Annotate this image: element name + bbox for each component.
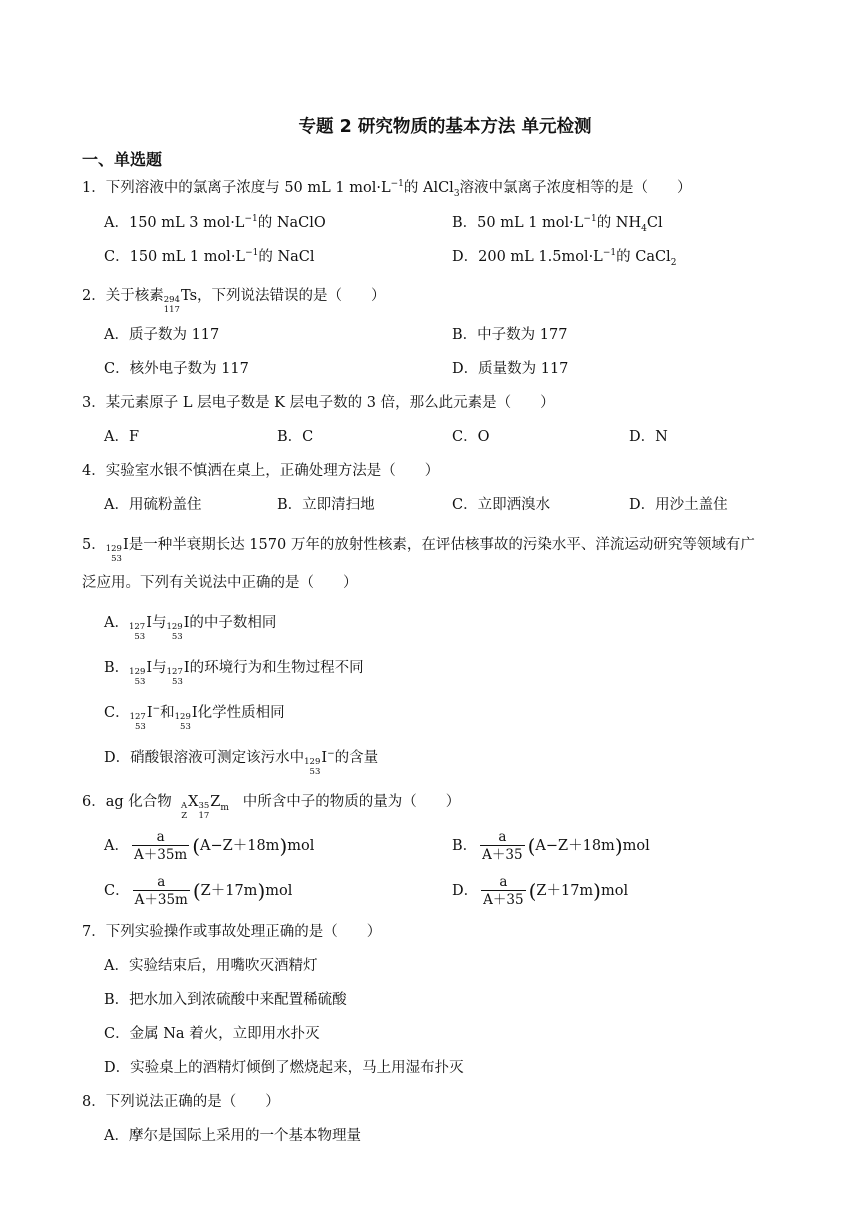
question-2-option-d: D．质量数为 117 [452, 361, 569, 377]
question-7-option-c: C．金属 Na 着火，立即用水扑灭 [104, 1026, 320, 1042]
question-4-option-c: C．立即洒溴水 [452, 497, 551, 513]
question-7-option-d: D．实验桌上的酒精灯倾倒了燃烧起来，马上用湿布扑灭 [104, 1060, 464, 1076]
nuclide-i-127: 127 53 I [166, 660, 190, 687]
question-3-option-b: B．C [277, 429, 314, 445]
question-4-option-a: A．用硫粉盖住 [104, 497, 202, 513]
nuclide-i-129: 129 53 I [166, 615, 190, 642]
section-heading: 一、单选题 [82, 150, 163, 169]
question-6-option-b: B． $\frac{a}{A+35}$ (A−Z＋18m)mol [452, 829, 650, 863]
nuclide-i-129: 129 53 I [174, 705, 198, 732]
fraction: $\frac{a}{A+35m}$ [134, 874, 188, 908]
iodide-i-127: 127 53 I− [129, 704, 161, 732]
question-7-option-b: B．把水加入到浓硫酸中来配置稀硫酸 [104, 992, 347, 1008]
question-3-option-a: A．F [104, 429, 140, 445]
page-title: 专题 2 研究物质的基本方法 单元检测 [298, 117, 592, 137]
question-1-option-c: C．150 mL 1 $mol\cdot L^{-1}$的 NaCl [104, 248, 315, 265]
question-1-stem: 1．下列溶液中的氯离子浓度与 50 mL 1 $mol\cdot L^{-1}$的 AlCl$_3$溶液中氯离子浓度相等的是（ ） [82, 179, 692, 199]
question-3-stem: 3．某元素原子 L 层电子数是 K 层电子数的 3 倍，那么此元素是（ ） [82, 395, 555, 411]
question-5-option-c: C． 127 53 I−和 129 53 I化学性质相同 [104, 704, 285, 732]
nuclide-i-127: 127 53 I [128, 615, 152, 642]
compound-formula: A Z X 35 17 $Z_m$ [180, 794, 229, 821]
question-2-option-b: B．中子数为 177 [452, 327, 568, 343]
question-1-option-b: B．50 mL 1 $mol\cdot L^{-1}$的 $NH_4Cl$ [452, 214, 663, 234]
question-1-option-a: A．150 mL 3 $mol\cdot L^{-1}$的 NaClO [104, 214, 326, 231]
question-8-stem: 8．下列说法正确的是（ ） [82, 1094, 280, 1110]
question-8-option-a: A．摩尔是国际上采用的一个基本物理量 [104, 1128, 361, 1144]
question-2-option-a: A．质子数为 117 [104, 327, 220, 343]
question-1-option-d: D．200 mL $1.5mol\cdot L^{-1}$的 CaCl$_2$ [452, 248, 677, 268]
question-5-option-d: D．硝酸银溶液可测定该污水中 129 53 I−的含量 [104, 749, 379, 777]
question-4-option-d: D．用沙土盖住 [629, 497, 728, 513]
question-5-stem-line-1: 5． 129 53 I是一种半衰期长达 1570 万年的放射性核素，在评估核事故的污染水平、洋流运动研究等领域有广 [82, 537, 755, 564]
fraction: $\frac{a}{A+35}$ [483, 874, 524, 908]
fraction: $\frac{a}{A+35}$ [482, 829, 523, 863]
question-4-option-b: B．立即清扫地 [277, 497, 375, 513]
question-3-option-c: C．O [452, 429, 490, 445]
question-4-stem: 4．实验室水银不慎洒在桌上，正确处理方法是（ ） [82, 463, 440, 479]
question-7-stem: 7．下列实验操作或事故处理正确的是（ ） [82, 924, 382, 940]
question-3-option-d: D．N [629, 429, 668, 445]
fraction: $\frac{a}{A+35m}$ [133, 829, 188, 863]
question-6-option-d: D． $\frac{a}{A+35}$ (Z＋17m)mol [452, 874, 629, 908]
nuclide-i-129: 129 53 I [129, 660, 153, 687]
question-2-stem: 2．关于核素 294 117 Ts，下列说法错误的是（ ） [82, 288, 386, 315]
nuclide-i-129: 129 53 I [105, 537, 129, 564]
question-5-stem-line-2: 泛应用。下列有关说法中正确的是（ ） [82, 575, 358, 591]
question-6-option-c: C． $\frac{a}{A+35m}$ (Z＋17m)mol [104, 874, 293, 908]
question-6-stem: 6．ag 化合物 A Z X 35 17 $Z_m$ 中所含中子的物质的量为（ ） [82, 794, 461, 821]
question-7-option-a: A．实验结束后，用嘴吹灭酒精灯 [104, 958, 318, 974]
question-6-option-a: A． $\frac{a}{A+35m}$ (A−Z＋18m)mol [104, 829, 315, 863]
question-5-option-b: B． 129 53 I与 127 53 I的环境行为和生物过程不同 [104, 660, 364, 687]
question-2-option-c: C．核外电子数为 117 [104, 361, 249, 377]
question-5-option-a: A． 127 53 I与 129 53 I的中子数相同 [104, 615, 277, 642]
iodide-i-129: 129 53 I− [304, 749, 335, 777]
nuclide-ts: 294 117 Ts [163, 288, 198, 315]
